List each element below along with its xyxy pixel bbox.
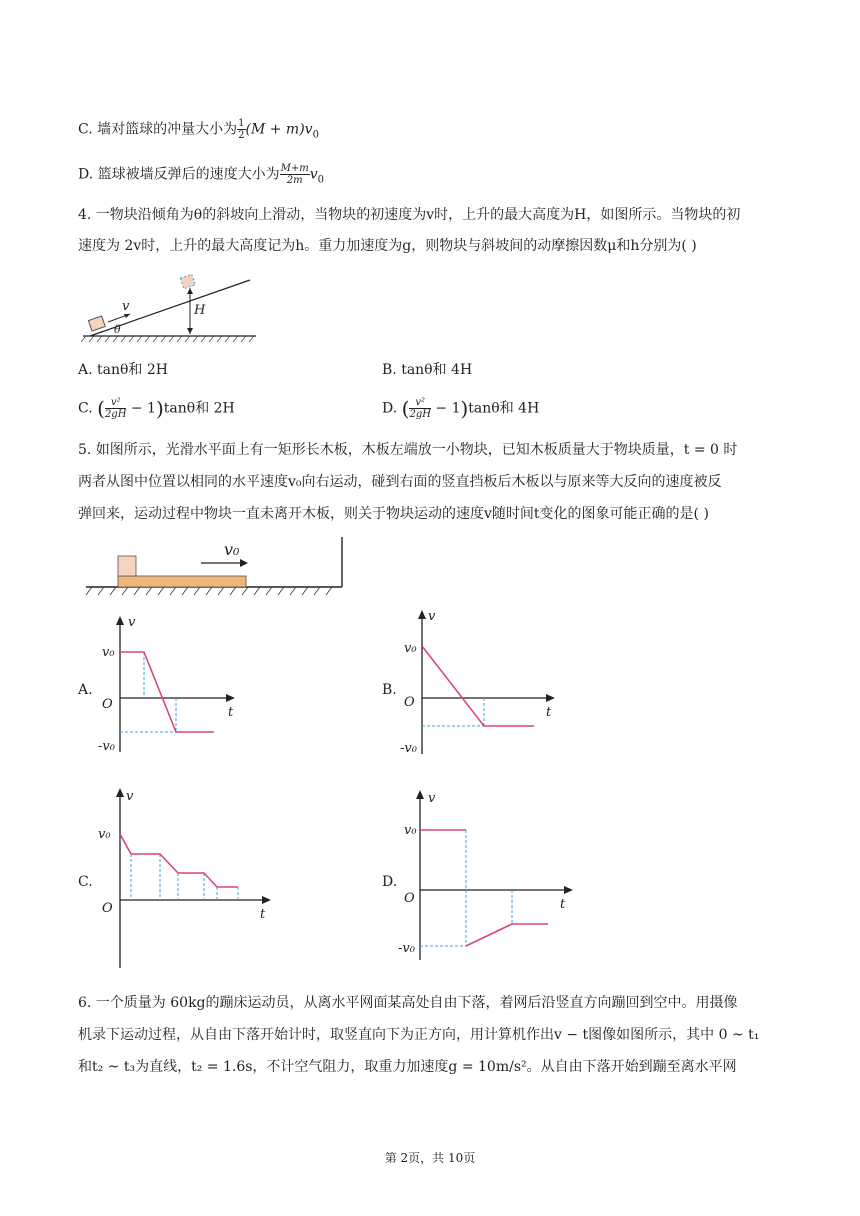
axis-t-label: t — [228, 705, 234, 720]
q4-incline-figure — [78, 270, 258, 345]
block — [88, 316, 105, 331]
fraction: $\frac{\text{v²}}{2gH}$ — [104, 397, 127, 420]
graph-d — [398, 786, 578, 964]
q4-option-c: C. ( $\frac{\text{v²}}{2gH}$ − 1)tanθ和 2H — [78, 396, 235, 421]
axis-v-label: v — [428, 791, 436, 806]
block-final — [180, 274, 195, 288]
q4-stem-line2: 速度为 2v时，上升的最大高度记为h。重力加速度为g，则物块与斜坡间的动摩擦因数μ和h分别为( ) — [78, 238, 697, 254]
axis-v-label: v — [428, 609, 436, 624]
option-c-label: C. — [78, 874, 93, 890]
neg-v0-label: -v₀ — [400, 741, 417, 756]
q4-stem-line1: 4. 一物块沿倾角为θ的斜坡向上滑动，当物块的初速度为v时，上升的最大高度为H，如图所示。当物块的初 — [78, 207, 741, 223]
fraction: $\frac{1}{2}$ — [238, 118, 245, 141]
option-b-label: B. — [382, 682, 397, 698]
page-footer: 第 2页，共 10页 — [384, 1151, 476, 1165]
q5-stem-line2: 两者从图中位置以相同的水平速度v₀向右运动，碰到右面的竖直挡板后木板以与原来等大反向的速度被反 — [78, 474, 722, 490]
option-d-label: D. — [382, 874, 398, 890]
axis-t-label: t — [260, 907, 266, 922]
q3-option-c: C. 墙对篮球的冲量大小为 $\frac{1}{2}$ $(M + m)v_0$ — [78, 118, 319, 141]
q4-option-a: A. tanθ和 2H — [78, 362, 168, 378]
q6-stem-line1: 6. 一个质量为 60kg的蹦床运动员，从离水平网面某高处自由下落，着网后沿竖直方向蹦回到空中。用摄像 — [78, 995, 738, 1011]
option-a-label: A. — [78, 682, 93, 698]
label-H: H — [194, 303, 206, 318]
origin-label: O — [102, 697, 113, 712]
q5-board-figure — [86, 535, 356, 603]
v0-label: v₀ — [102, 645, 115, 660]
small-block — [118, 556, 136, 576]
graph-b — [400, 606, 560, 762]
neg-v0-label: -v₀ — [398, 941, 415, 956]
board — [118, 576, 246, 587]
graph-a — [98, 612, 248, 762]
v0-label: v₀ — [98, 827, 111, 842]
axis-v-label: v — [126, 789, 134, 804]
label-theta: θ — [114, 323, 121, 336]
q4-option-d: D. ( $\frac{\text{v²}}{2gH}$ − 1)tanθ和 4H — [382, 396, 540, 421]
fraction: $\frac{\text{v²}}{2gH}$ — [409, 397, 431, 420]
graph-c — [98, 784, 278, 970]
q6-stem-line2: 机录下运动过程，从自由下落开始计时，取竖直向下为正方向，用计算机作出v − t图像如图所示，其中 0 ~ t₁ — [78, 1027, 760, 1043]
axis-t-label: t — [560, 897, 566, 912]
origin-label: O — [404, 891, 415, 906]
neg-v0-label: -v₀ — [98, 739, 115, 754]
q5-stem-line1: 5. 如图所示，光滑水平面上有一矩形长木板，木板左端放一小物块，已知木板质量大于物块质量，t = 0 时 — [78, 442, 738, 458]
axis-v-label: v — [128, 615, 136, 630]
axis-t-label: t — [546, 705, 552, 720]
q6-stem-line3: 和t₂ ~ t₃为直线，t₂ = 1.6s，不计空气阻力，取重力加速度g = 10m/s²。从自由下落开始到蹦至离水平网 — [78, 1059, 737, 1075]
label-v0: v₀ — [224, 540, 240, 559]
origin-label: O — [102, 901, 113, 916]
q4-option-b: B. tanθ和 4H — [382, 362, 473, 378]
v0-label: v₀ — [404, 641, 417, 656]
fraction: $\frac{M+m}{2m}$ — [280, 163, 309, 186]
q5-stem-line3: 弹回来，运动过程中物块一直未离开木板，则关于物块运动的速度v随时间t变化的图象可能正确的是( ) — [78, 506, 709, 522]
label-v: v — [122, 299, 130, 314]
origin-label: O — [404, 695, 415, 710]
v0-label: v₀ — [404, 823, 417, 838]
q3-option-d: D. 篮球被墙反弹后的速度大小为 $\frac{M+m}{2m}$ $v_0$ — [78, 163, 325, 186]
